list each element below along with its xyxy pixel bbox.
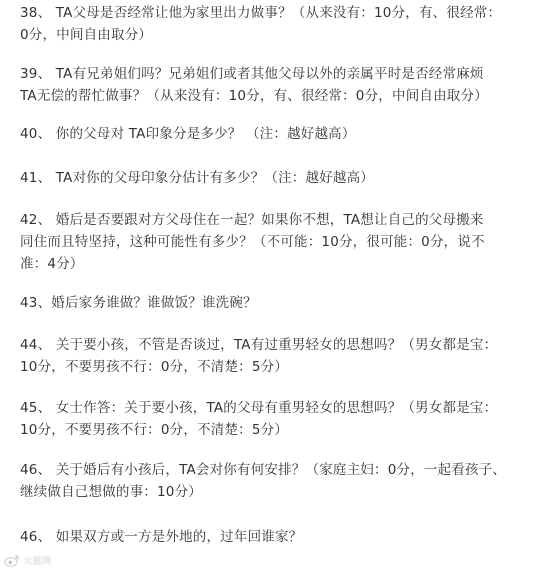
question-line: 42、 婚后是否要跟对方父母住在一起？如果你不想，TA想让自己的父母搬来: [20, 212, 484, 228]
question-line: 准：4分）: [20, 256, 84, 272]
question-44: [20, 334, 525, 378]
question-line: 46、 关于婚后有小孩后，TA会对你有何安排？（家庭主妇：0分，一起看孩子、: [20, 462, 507, 478]
question-38: [20, 2, 525, 46]
question-line: 39、 TA有兄弟姐们吗？兄弟姐们或者其他父母以外的亲属平时是否经常麻烦: [20, 66, 484, 82]
question-line: 38、 TA父母是否经常让他为家里出力做事？（从来没有：10分，有、很经常：: [20, 5, 502, 21]
watermark: [4, 553, 52, 567]
question-line: 10分，不要男孩不行：0分，不清楚：5分）: [20, 422, 289, 438]
question-line: TA无偿的帮忙做事？（从来没有：10分，有、很经常：0分，中间自由取分）: [20, 88, 488, 104]
question-41: [20, 167, 525, 189]
question-line: 40、 你的父母对 TA印象分是多少？ （注：越好越高）: [20, 126, 356, 142]
question-line: 继续做自己想做的事：10分）: [20, 484, 202, 500]
question-40: [20, 123, 525, 145]
question-43: [20, 292, 525, 314]
question-line: 44、 关于要小孩，不管是否谈过，TA有过重男轻女的思想吗？（男女都是宝：: [20, 337, 498, 353]
question-46b: [20, 526, 525, 548]
question-46: [20, 459, 525, 503]
question-line: 45、 女士作答：关于要小孩，TA的父母有重男轻女的思想吗？（男女都是宝：: [20, 400, 498, 416]
question-line: 0分，中间自由取分）: [20, 27, 153, 43]
question-line: 41、 TA对你的父母印象分估计有多少？（注：越好越高）: [20, 170, 375, 186]
question-line: 46、 如果双方或一方是外地的，过年回谁家？: [20, 529, 303, 545]
question-45: [20, 397, 525, 441]
question-39: [20, 63, 525, 107]
question-line: 同住而且特坚持，这种可能性有多少？（不可能：10分，很可能：0分，说不: [20, 234, 485, 250]
question-line: 10分，不要男孩不行：0分，不清楚：5分）: [20, 359, 289, 375]
watermark-text: 大图网: [23, 556, 52, 567]
question-line: 43、婚后家务谁做？谁做饭？谁洗碗？: [20, 295, 257, 311]
question-42: [20, 209, 525, 275]
weibo-logo-icon: [4, 554, 20, 567]
